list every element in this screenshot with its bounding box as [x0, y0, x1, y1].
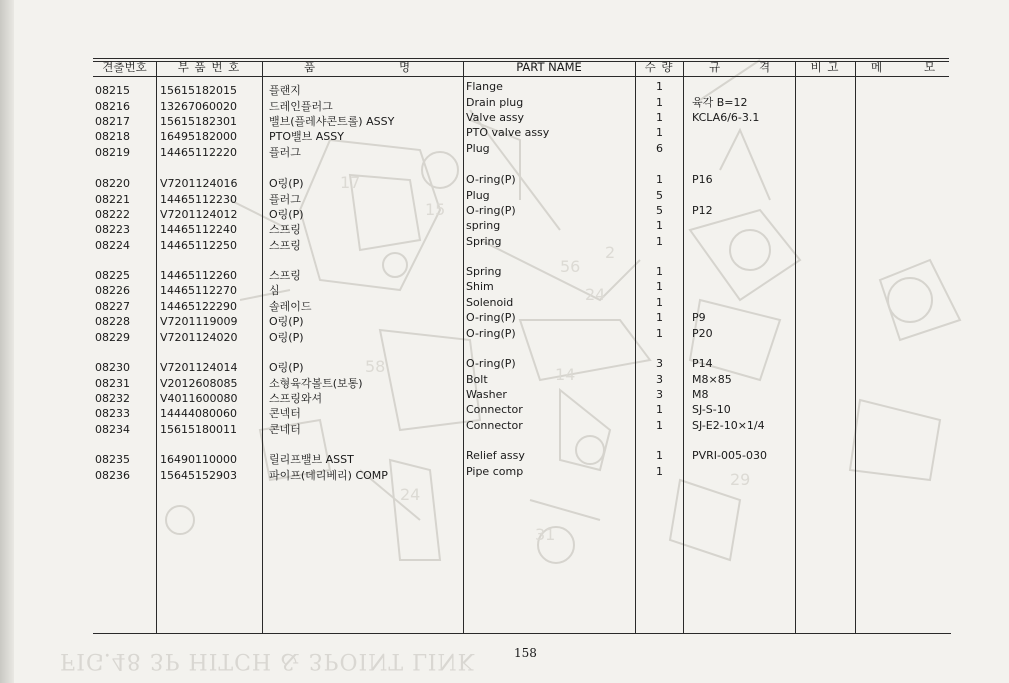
cell-kr: 스프링: [269, 223, 301, 236]
svg-text:31: 31: [535, 525, 556, 544]
cell-spec: PVRI-005-030: [692, 449, 767, 462]
cell-no: 08227: [95, 300, 130, 313]
cell-qty: 1: [656, 80, 663, 93]
cell-pn: 14465112260: [160, 269, 237, 282]
cell-no: 08236: [95, 469, 130, 482]
cell-qty: 1: [656, 403, 663, 416]
cell-qty: 5: [656, 189, 663, 202]
cell-kr: 스프링: [269, 239, 301, 252]
header-spec-1: 규: [708, 60, 722, 74]
col-divider-1: [156, 61, 157, 633]
cell-kr: O링(P): [269, 177, 304, 190]
cell-en: Bolt: [466, 373, 488, 386]
cell-pn: V7201124016: [160, 177, 238, 190]
cell-kr: O링(P): [269, 208, 304, 221]
header-memo-1: 메: [870, 60, 884, 74]
cell-qty: 1: [656, 173, 663, 186]
cell-kr: 플랜지: [269, 84, 301, 97]
cell-pn: 14465122290: [160, 300, 237, 313]
cell-no: 08216: [95, 100, 130, 113]
cell-pn: V7201119009: [160, 315, 238, 328]
cell-spec: P9: [692, 311, 706, 324]
cell-pn: V4011600080: [160, 392, 238, 405]
cell-en: Plug: [466, 189, 490, 202]
cell-spec: P16: [692, 173, 713, 186]
cell-kr: 밸브(플레샤콘트롤) ASSY: [269, 115, 395, 128]
cell-no: 08224: [95, 239, 130, 252]
cell-en: O-ring(P): [466, 327, 516, 340]
cell-pn: 16495182000: [160, 130, 237, 143]
header-part-name: PART NAME: [516, 60, 582, 74]
cell-spec: SJ-E2-10×1/4: [692, 419, 765, 432]
cell-pn: 15645152903: [160, 469, 237, 482]
cell-en: Valve assy: [466, 111, 524, 124]
cell-qty: 1: [656, 96, 663, 109]
cell-kr: PTO밸브 ASSY: [269, 130, 344, 143]
page-number: 158: [514, 646, 537, 660]
cell-no: 08223: [95, 223, 130, 236]
header-name-kr-1: 품: [303, 60, 317, 74]
cell-qty: 6: [656, 142, 663, 155]
cell-spec: 육각 B=12: [692, 96, 748, 109]
cell-no: 08230: [95, 361, 130, 374]
cell-no: 08217: [95, 115, 130, 128]
header-name-kr-2: 명: [398, 60, 412, 74]
cell-kr: 콘네터: [269, 423, 301, 436]
svg-text:24: 24: [585, 285, 606, 304]
cell-en: O-ring(P): [466, 173, 516, 186]
cell-kr: 콘넥터: [269, 407, 301, 420]
cell-spec: P12: [692, 204, 713, 217]
cell-en: Shim: [466, 280, 494, 293]
cell-kr: O링(P): [269, 315, 304, 328]
cell-no: 08218: [95, 130, 130, 143]
col-divider-3: [463, 61, 464, 633]
cell-pn: 15615182301: [160, 115, 237, 128]
mirrored-footer-bleedthrough: FIG.48 3P HITCH & 3POINT LINK: [60, 648, 476, 673]
cell-pn: 14465112250: [160, 239, 237, 252]
cell-pn: 14465112230: [160, 193, 237, 206]
header-part-number: 부 품 번 호: [177, 60, 241, 74]
col-divider-7: [855, 61, 856, 633]
cell-en: Pipe comp: [466, 465, 524, 478]
cell-kr: 드레인플러그: [269, 100, 333, 113]
cell-kr: 소형육각볼트(보통): [269, 377, 363, 390]
cell-no: 08222: [95, 208, 130, 221]
cell-pn: V7201124014: [160, 361, 238, 374]
col-divider-5: [683, 61, 684, 633]
cell-pn: 16490110000: [160, 453, 237, 466]
cell-spec: KCLA6/6-3.1: [692, 111, 760, 124]
cell-qty: 3: [656, 373, 663, 386]
cell-spec: P14: [692, 357, 713, 370]
cell-spec: M8×85: [692, 373, 732, 386]
cell-qty: 1: [656, 111, 663, 124]
cell-qty: 1: [656, 419, 663, 432]
header-qty: 수 량: [644, 60, 674, 74]
cell-en: spring: [466, 219, 501, 232]
cell-kr: O링(P): [269, 361, 304, 374]
cell-no: 08228: [95, 315, 130, 328]
cell-pn: 15615180011: [160, 423, 237, 436]
cell-en: Spring: [466, 235, 502, 248]
cell-no: 08215: [95, 84, 130, 97]
cell-kr: 스프링와셔: [269, 392, 323, 405]
cell-qty: 3: [656, 388, 663, 401]
cell-no: 08229: [95, 331, 130, 344]
cell-qty: 1: [656, 280, 663, 293]
cell-pn: 15615182015: [160, 84, 237, 97]
cell-en: Plug: [466, 142, 490, 155]
svg-text:14: 14: [555, 365, 576, 384]
cell-qty: 1: [656, 219, 663, 232]
cell-spec: P20: [692, 327, 713, 340]
cell-qty: 1: [656, 465, 663, 478]
cell-no: 08232: [95, 392, 130, 405]
cell-pn: 14465112240: [160, 223, 237, 236]
cell-en: Connector: [466, 419, 523, 432]
header-memo-2: 모: [923, 60, 937, 74]
cell-kr: O링(P): [269, 331, 304, 344]
cell-kr: 플러그: [269, 146, 301, 159]
cell-en: O-ring(P): [466, 357, 516, 370]
cell-qty: 1: [656, 449, 663, 462]
col-divider-4: [635, 61, 636, 633]
cell-en: O-ring(P): [466, 311, 516, 324]
cell-no: 08226: [95, 284, 130, 297]
header-spec-2: 격: [758, 60, 772, 74]
cell-qty: 3: [656, 357, 663, 370]
cell-en: Connector: [466, 403, 523, 416]
svg-text:24: 24: [400, 485, 421, 504]
cell-en: Spring: [466, 265, 502, 278]
cell-spec: SJ-S-10: [692, 403, 731, 416]
cell-kr: 솔레이드: [269, 300, 312, 313]
cell-en: PTO valve assy: [466, 126, 550, 139]
cell-qty: 1: [656, 235, 663, 248]
cell-en: Drain plug: [466, 96, 524, 109]
col-divider-6: [795, 61, 796, 633]
svg-text:29: 29: [730, 470, 751, 489]
cell-no: 08233: [95, 407, 130, 420]
cell-qty: 1: [656, 327, 663, 340]
cell-pn: 14465112220: [160, 146, 237, 159]
cell-kr: 심: [269, 284, 280, 297]
cell-spec: M8: [692, 388, 709, 401]
cell-en: Washer: [466, 388, 507, 401]
cell-qty: 1: [656, 296, 663, 309]
cell-pn: 14444080060: [160, 407, 237, 420]
svg-text:15: 15: [425, 200, 446, 219]
cell-qty: 1: [656, 126, 663, 139]
header-no: 견출번호: [102, 60, 147, 74]
header-bottom-rule: [93, 76, 949, 77]
cell-no: 08231: [95, 377, 130, 390]
svg-text:56: 56: [560, 257, 581, 276]
svg-text:58: 58: [365, 357, 386, 376]
cell-en: Flange: [466, 80, 503, 93]
header-remark: 비 고: [810, 60, 840, 74]
cell-kr: 릴리프밸브 ASST: [269, 453, 354, 466]
cell-pn: V7201124012: [160, 208, 238, 221]
cell-no: 08235: [95, 453, 130, 466]
cell-no: 08221: [95, 193, 130, 206]
cell-qty: 1: [656, 311, 663, 324]
cell-no: 08225: [95, 269, 130, 282]
svg-text:17: 17: [340, 173, 361, 192]
cell-pn: V2012608085: [160, 377, 238, 390]
col-divider-2: [262, 61, 263, 633]
cell-qty: 5: [656, 204, 663, 217]
cell-kr: 플러그: [269, 193, 301, 206]
table-bottom-rule: [93, 633, 951, 634]
cell-pn: 13267060020: [160, 100, 237, 113]
cell-en: Relief assy: [466, 449, 525, 462]
cell-no: 08234: [95, 423, 130, 436]
cell-qty: 1: [656, 265, 663, 278]
cell-pn: 14465112270: [160, 284, 237, 297]
cell-en: O-ring(P): [466, 204, 516, 217]
svg-text:2: 2: [605, 243, 616, 262]
cell-en: Solenoid: [466, 296, 514, 309]
cell-no: 08220: [95, 177, 130, 190]
cell-kr: 파이프(데리베리) COMP: [269, 469, 388, 482]
cell-no: 08219: [95, 146, 130, 159]
cell-kr: 스프링: [269, 269, 301, 282]
cell-pn: V7201124020: [160, 331, 238, 344]
